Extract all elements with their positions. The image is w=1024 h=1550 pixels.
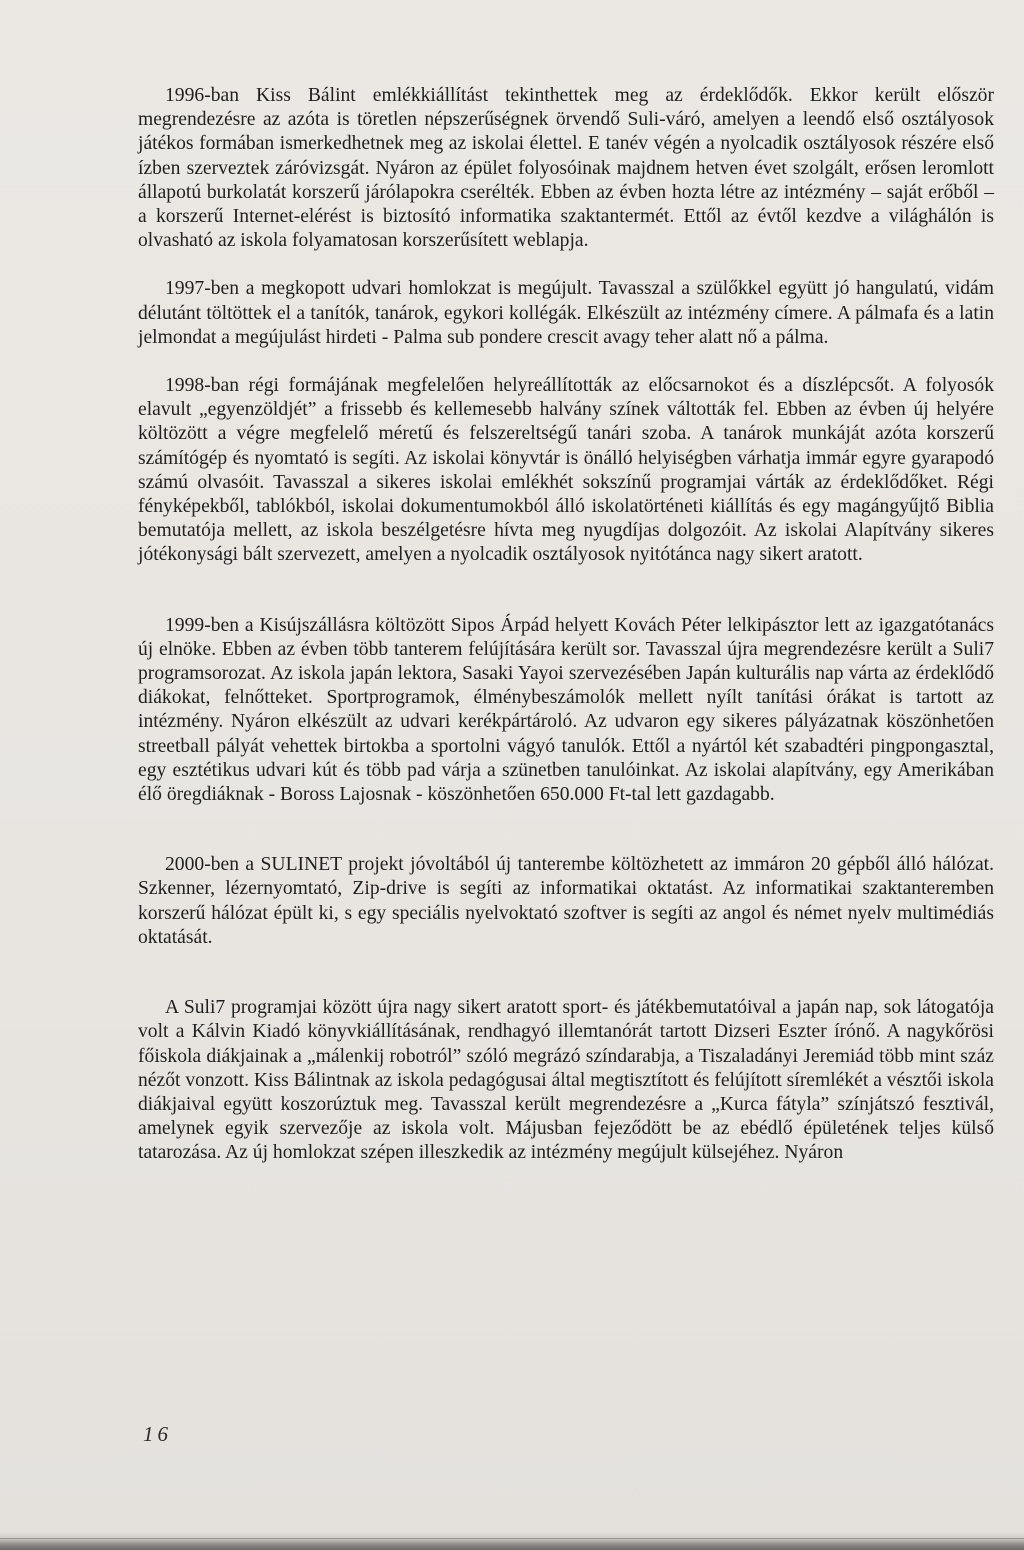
page-number: 16: [143, 1422, 172, 1446]
paragraph-gap: [138, 950, 994, 996]
paragraph-suli7: A Suli7 programjai között újra nagy sikert aratott sport- és játékbemutatóival a japán nap, sok látogatója volt a Kálvin Kiadó könyvkiállításának, rendhagyó illemtanórát tartott Dizseri Eszter írónő. A nagykőrösi főiskola diákjainak a „málenkij robotról” szóló megrázó színdarabja, a Tiszaladányi Jeremiád több mint száz nézőt vonzott. Kiss Bálintnak az iskola pedagógusai által megtisztított és felújított síremlékét a vésztői iskola diákjaival együtt koszorúztuk meg. Tavasszal került megrendezésre a „Kurca fátyla” színjátszó fesztivál, amelynek egyik szervezője az iskola volt. Májusban fejeződött be az ebédlő épületének teljes külső tatarozása. Az új homlokzat szépen illeszkedik az intézmény megújult külsejéhez. Nyáron: [138, 997, 994, 1164]
paragraph-2000: 2000-ben a SULINET projekt jóvoltából új tanterembe költözhetett az immáron 20 gépből álló hálózat. Szkenner, lézernyomtató, Zip-drive is segíti az informatikai oktatást. Az informatikai szaktanteremben korszerű hálózat épült ki, s egy speciális nyelvoktató szoftver is segíti az angol és német nyelv multimédiás oktatását.: [138, 854, 994, 948]
paragraph-gap: [138, 350, 994, 374]
scan-bottom-edge: [0, 1532, 1024, 1550]
paragraph-gap: [138, 807, 994, 853]
paragraph-gap: [138, 568, 994, 614]
paragraph-1999: 1999-ben a Kisújszállásra költözött Sipos Árpád helyett Kovách Péter lelkipásztor lett az igazgatótanács új elnöke. Ebben az évben több tanterem felújítására került sor. Tavasszal újra megrendezésre került a Suli7 programsorozat. Az iskola japán lektora, Sasaki Yayoi szervezésében Japán kulturális nap várta az érdeklődő diákokat, felnőtteket. Sportprogramok, élménybeszámolók mellett nyílt tanítási órákat is tartott az intézmény. Nyáron elkészült az udvari kerékpártároló. Az udvaron egy sikeres pályázatnak köszönhetően streetball pályát vehettek birtokba a sportolni vágyó tanulók. Ettől a nyártól két szabadtéri pingpongasztal, egy esztétikus udvari kút és több pad várja a szünetben tanulóinkat. Az iskolai alapítvány, egy Amerikában élő öregdiáknak - Boross Lajosnak - köszönhetően 650.000 Ft-tal lett gazdagabb.: [138, 614, 994, 806]
paragraph-1996: 1996-ban Kiss Bálint emlékkiállítást tekinthettek meg az érdeklődők. Ekkor került először megrendezésre az azóta is töretlen népszerűségnek örvendő Suli-váró, amelyen a leendő első osztályosok játékos formában ismerkedhetnek meg az iskolai élettel. E tanév végén a nyolcadik osztályosok részére első ízben szerveztek záróvizsgát. Nyáron az épület folyosóinak majdnem hetven évet szolgált, erősen leromlott állapotú burkolatát korszerű járólapokra cserélték. Ebben az évben hozta létre az intézmény – saját erőből – a korszerű Internet-elérést is biztosító informatika szaktantermét. Ettől az évtől kezdve a világhálón is olvasható az iskola folyamatosan korszerűsített weblapja.: [138, 85, 994, 252]
body-text: [138, 84, 994, 1166]
scan-edge-line: [0, 1538, 1024, 1539]
paragraph-gap: [138, 253, 994, 277]
paragraph-1997: 1997-ben a megkopott udvari homlokzat is megújult. Tavasszal a szülőkkel együtt jó hangulatú, vidám délutánt töltöttek el a tanítók, tanárok, egykori kollégák. Elkészült az intézmény címere. A pálmafa és a latin jelmondat a megújulást hirdeti - Palma sub pondere crescit avagy teher alatt nő a pálma.: [138, 278, 994, 348]
paragraph-1998: 1998-ban régi formájának megfelelően helyreállították az előcsarnokot és a díszlépcsőt. A folyosók elavult „egyenzöldjét” a frissebb és kellemesebb halvány színek váltották fel. Ebben az évben új helyére költözött a végre megfelelő méretű és felszereltségű tanári szoba. A tanárok munkáját azóta korszerű számítógép és nyomtató is segíti. Az iskolai könyvtár is önálló helyiségben várhatja immár egyre gyarapodó számú olvasóit. Tavasszal a sikeres iskolai emlékhét sokszínű programjai várták az érdeklődőket. Régi fényképekből, tablókból, iskolai dokumentumokból álló iskolatörténeti kiállítás és egy magángyűjtő Biblia bemutatója mellett, az iskola beszélgetésre hívta meg nyugdíjas dolgozóit. Az iskolai Alapítvány sikeres jótékonysági bált szervezett, amelyen a nyolcadik osztályosok nyitótánca nagy sikert aratott.: [138, 375, 994, 566]
